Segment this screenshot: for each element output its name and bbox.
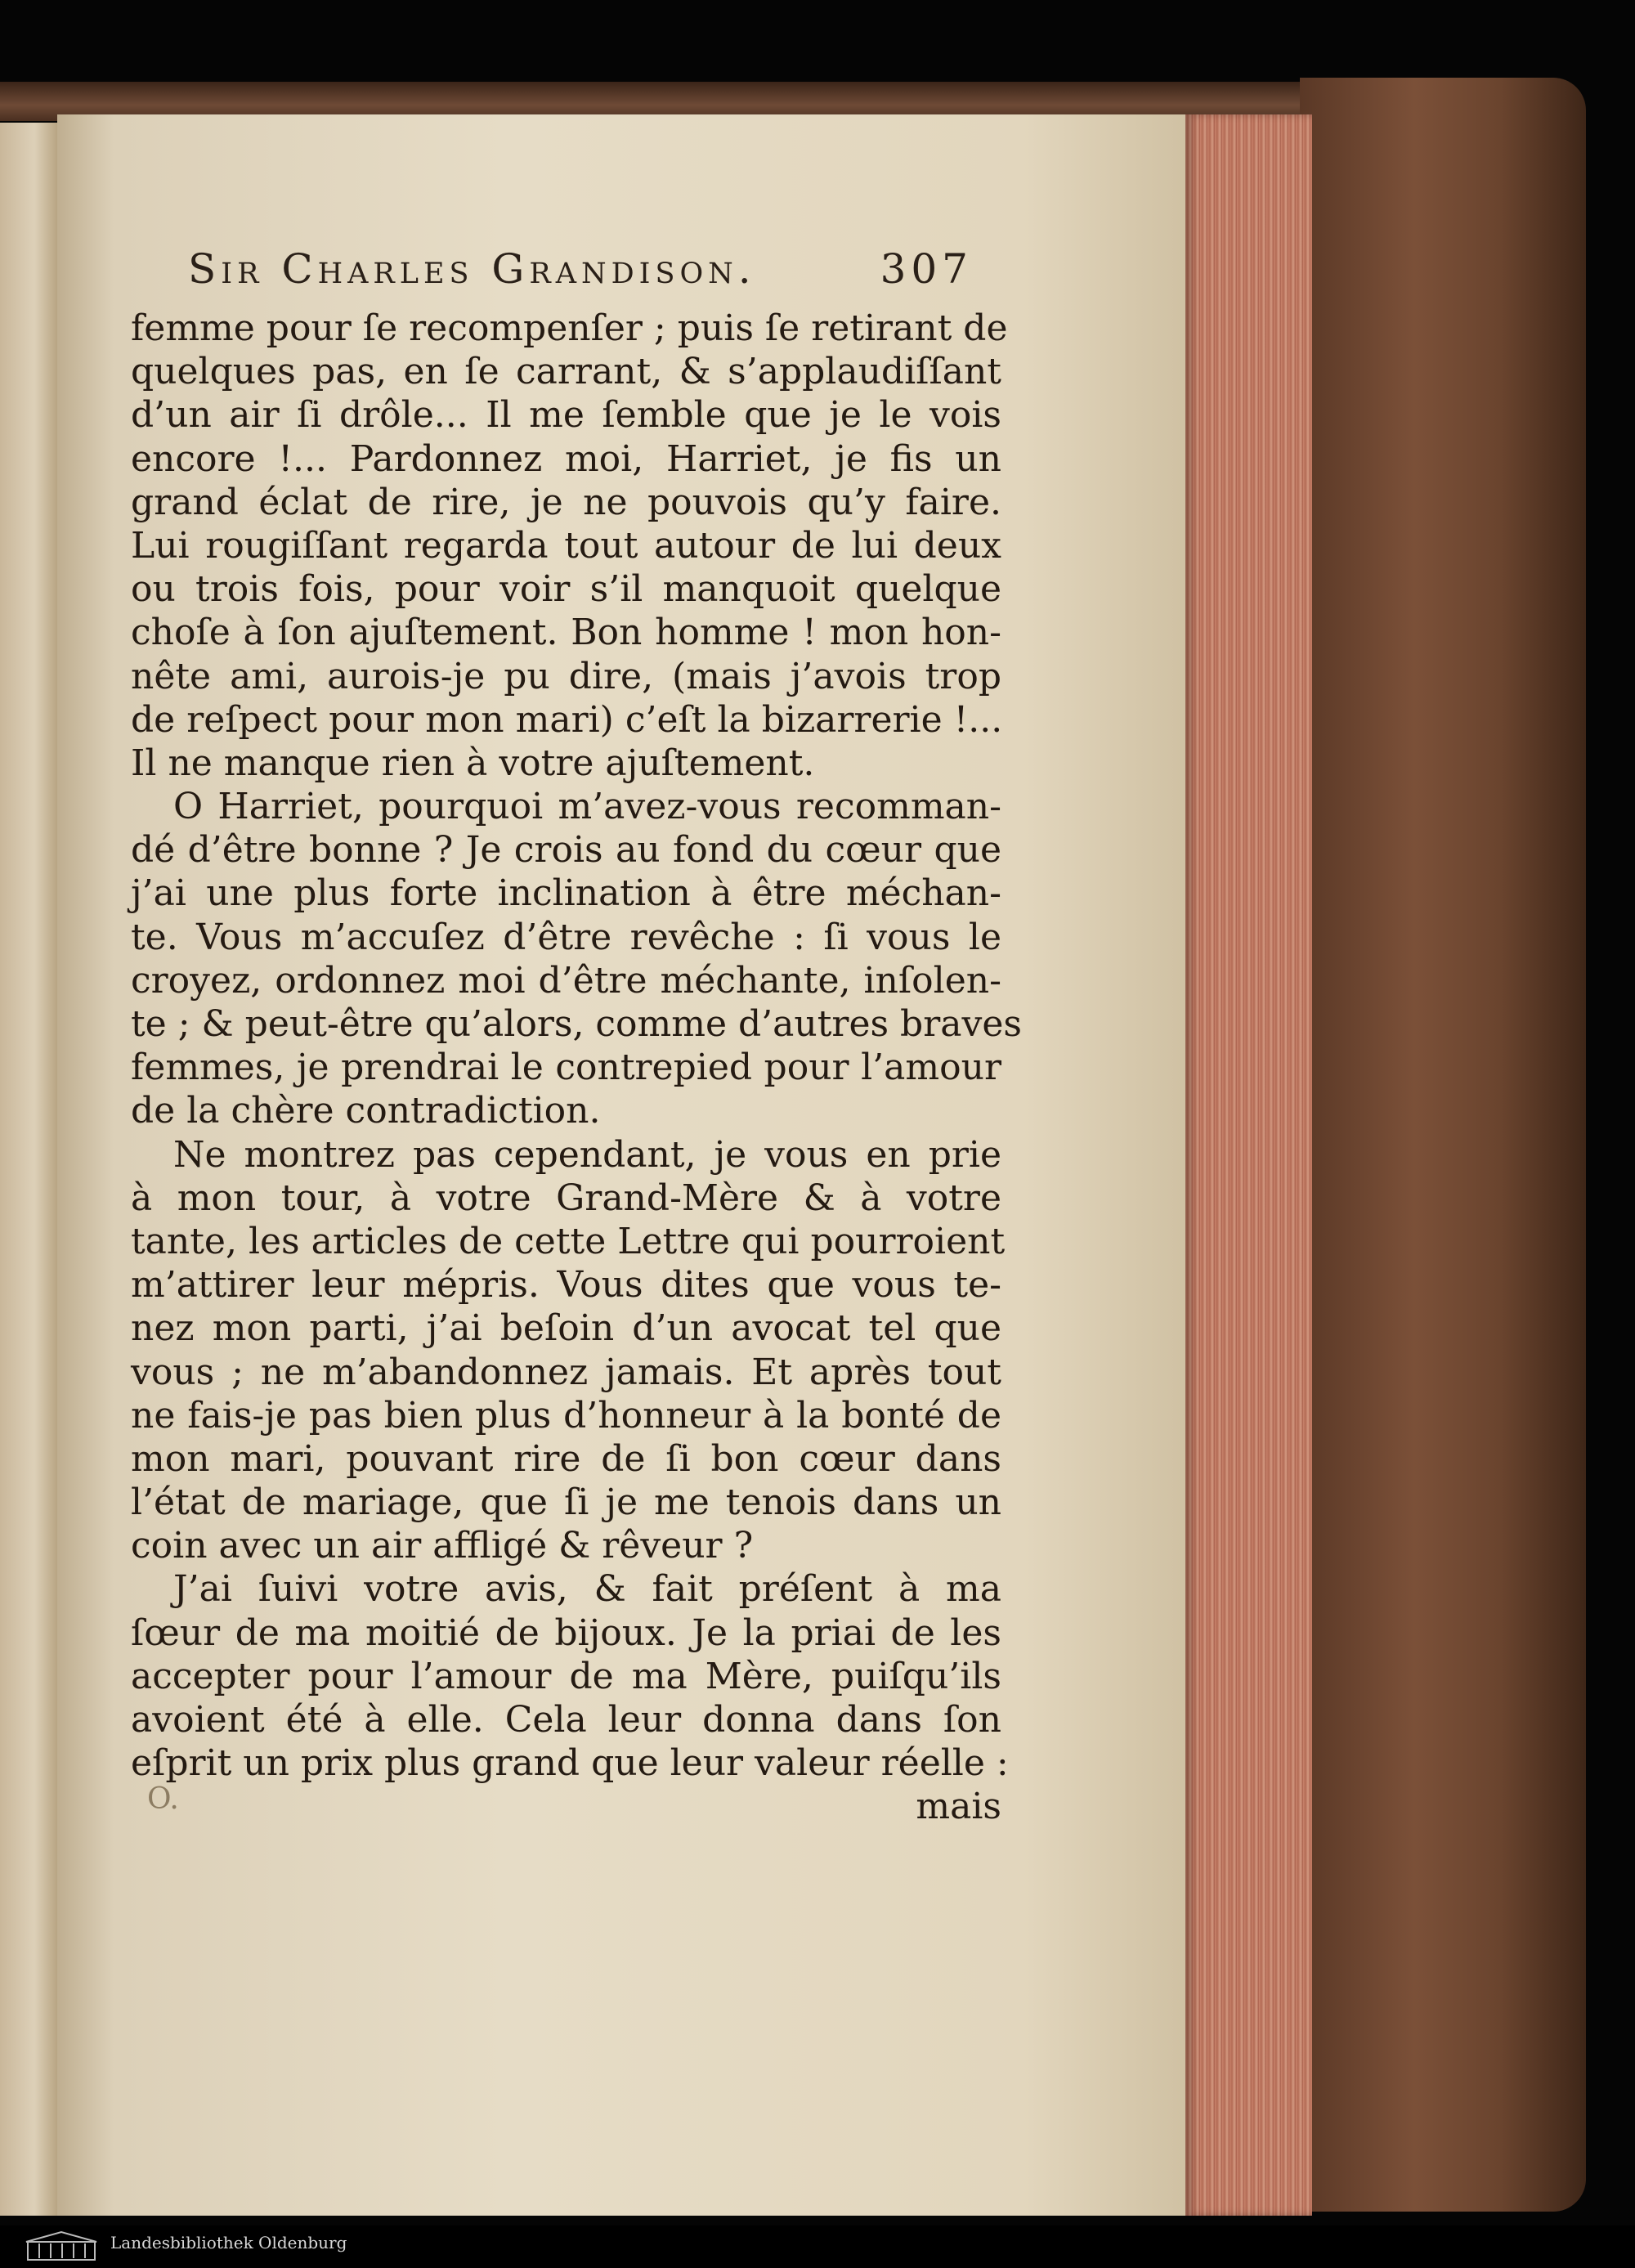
text-line: Ne montrez pas cependant, je vous en prie bbox=[173, 1133, 1001, 1176]
running-head-title: Sir Charles Grandison. bbox=[188, 245, 756, 293]
text-line: nez mon parti, j’ai beſoin d’un avocat tel que bbox=[131, 1307, 1001, 1350]
text-line: ou trois fois, pour voir s’il manquoit quelque bbox=[131, 568, 1001, 611]
catchword: mais bbox=[916, 1786, 1001, 1828]
body-text bbox=[131, 307, 1022, 1829]
text-line: J’ai ſuivi votre avis, & fait préſent à ma bbox=[173, 1568, 1001, 1611]
library-name: Landesbibliothek Oldenburg bbox=[110, 2233, 347, 2252]
text-line: O Harriet, pourquoi m’avez-vous recomman- bbox=[173, 786, 1001, 828]
text-line: avoient été à elle. Cela leur donna dans ſon bbox=[131, 1699, 1001, 1741]
signature-mark: O. bbox=[147, 1782, 179, 1816]
facing-page-edge bbox=[0, 123, 57, 2216]
page-edges-red bbox=[1185, 114, 1312, 2216]
text-line: Lui rougiſſant regarda tout autour de lui deux bbox=[131, 524, 1001, 567]
text-line: quelques pas, en ſe carrant, & s’applaudiſſant bbox=[131, 351, 1001, 393]
text-line: m’attirer leur mépris. Vous dites que vous te- bbox=[131, 1264, 1001, 1307]
page-number: 307 bbox=[880, 245, 973, 293]
text-line: accepter pour l’amour de ma Mère, puiſqu’ils bbox=[131, 1655, 1001, 1697]
text-line: te. Vous m’accuſez d’être revêche : ſi vous le bbox=[131, 916, 1001, 958]
text-line: Il ne manque rien à votre ajuſtement. bbox=[131, 742, 815, 784]
text-line: tante, les articles de cette Lettre qui pourroient bbox=[131, 1220, 1006, 1262]
text-line: de reſpect pour mon mari) c’eſt la bizarrerie !... bbox=[131, 698, 1003, 741]
text-line: vous ; ne m’abandonnez jamais. Et après tout bbox=[131, 1351, 1001, 1393]
text-line: nête ami, aurois-je pu dire, (mais j’avois trop bbox=[131, 655, 1001, 697]
text-line: ſœur de ma moitié de bijoux. Je la priai de les bbox=[131, 1611, 1001, 1654]
text-line: encore !... Pardonnez moi, Harriet, je fis un bbox=[131, 437, 1001, 480]
running-head bbox=[188, 245, 973, 303]
text-line: ne fais-je pas bien plus d’honneur à la bonté de bbox=[131, 1394, 1001, 1437]
text-line: j’ai une plus forte inclination à être méchan- bbox=[131, 872, 1001, 915]
text-line: de la chère contradiction. bbox=[131, 1090, 601, 1132]
text-line: d’un air ſi drôle... Il me ſemble que je le vois bbox=[131, 394, 1001, 437]
text-line: femmes, je prendrai le contrepied pour l’amour bbox=[131, 1047, 1001, 1089]
book-cover-right bbox=[1300, 78, 1586, 2212]
text-line: femme pour ſe recompenſer ; puis ſe retirant de bbox=[131, 307, 1008, 349]
text-line: croyez, ordonnez moi d’être méchante, inſolen- bbox=[131, 959, 1001, 1002]
text-line: grand éclat de rire, je ne pouvois qu’y faire. bbox=[131, 481, 1001, 523]
text-line: coin avec un air affligé & rêveur ? bbox=[131, 1525, 754, 1567]
library-building-icon bbox=[25, 2230, 98, 2261]
text-line: choſe à ſon ajuſtement. Bon homme ! mon hon- bbox=[131, 612, 1001, 654]
text-line: à mon tour, à votre Grand-Mère & à votre bbox=[131, 1177, 1001, 1219]
text-line: mon mari, pouvant rire de ſi bon cœur dans bbox=[131, 1437, 1001, 1480]
text-line: eſprit un prix plus grand que leur valeur réelle : bbox=[131, 1742, 1009, 1785]
text-line: dé d’être bonne ? Je crois au fond du cœur que bbox=[131, 829, 1001, 872]
text-line: l’état de mariage, que ſi je me tenois dans un bbox=[131, 1481, 1001, 1524]
text-line: te ; & peut-être qu’alors, comme d’autres braves bbox=[131, 1003, 1022, 1045]
